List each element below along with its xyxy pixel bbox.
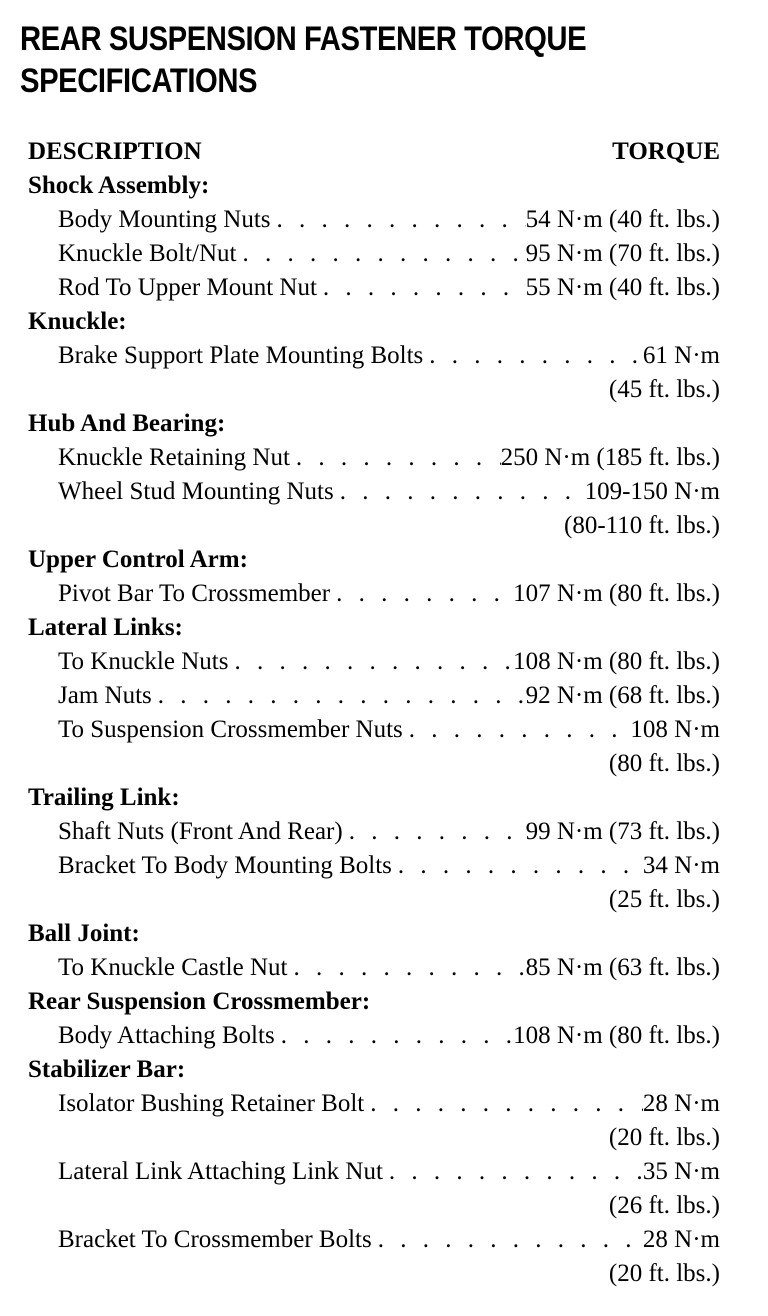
- spec-line: [58, 271, 720, 305]
- spec-row: [28, 271, 720, 305]
- spec-line: [58, 1087, 720, 1121]
- title-line-1: REAR SUSPENSION FASTENER TORQUE: [20, 20, 587, 58]
- spec-label: Bracket To Crossmember Bolts: [58, 1226, 372, 1253]
- section-heading: Stabilizer Bar:: [28, 1056, 186, 1083]
- torque-value: 28 N·m: [642, 1226, 720, 1253]
- dot-leader: [228, 645, 513, 679]
- torque-value: 61 N·m: [642, 342, 720, 369]
- spec-section: [28, 917, 720, 985]
- spec-label: Knuckle Retaining Nut: [58, 444, 290, 471]
- spec-section: [28, 781, 720, 917]
- spec-line: [58, 1155, 720, 1189]
- spec-row: [28, 645, 720, 679]
- spec-row: [28, 679, 720, 713]
- spec-line: [58, 679, 720, 713]
- torque-value-continued: (80-110 ft. lbs.): [564, 512, 720, 539]
- spec-section: [28, 611, 720, 781]
- section-heading: Shock Assembly:: [28, 172, 210, 199]
- dot-leader: [152, 679, 526, 713]
- dot-leader: [423, 339, 643, 373]
- spec-label: Isolator Bushing Retainer Bolt: [58, 1090, 365, 1117]
- torque-value: 92 N·m (68 ft. lbs.): [525, 682, 720, 709]
- table-header: [28, 135, 720, 169]
- spec-row: [28, 1155, 720, 1223]
- torque-value: 54 N·m (40 ft. lbs.): [525, 206, 720, 233]
- torque-value: 108 N·m: [630, 716, 720, 743]
- section-heading: Ball Joint:: [28, 920, 140, 947]
- dot-leader: [403, 713, 631, 747]
- torque-value-continued: (45 ft. lbs.): [608, 376, 720, 403]
- spec-section: [28, 1053, 720, 1291]
- spec-row: [28, 1087, 720, 1155]
- section-heading: Rear Suspension Crossmember:: [28, 988, 371, 1015]
- dot-leader: [330, 577, 513, 611]
- torque-value: 250 N·m (185 ft. lbs.): [500, 444, 720, 471]
- spec-row: [28, 815, 720, 849]
- torque-value: 109-150 N·m: [584, 478, 720, 505]
- dot-leader: [290, 441, 501, 475]
- spec-label: To Suspension Crossmember Nuts: [58, 716, 403, 743]
- dot-leader: [271, 203, 526, 237]
- spec-label: Pivot Bar To Crossmember: [58, 580, 331, 607]
- torque-spec-table: [28, 135, 720, 1291]
- torque-value-continued: (20 ft. lbs.): [608, 1124, 720, 1151]
- dot-leader: [364, 1087, 643, 1121]
- spec-line: [58, 475, 720, 509]
- title-line-2: SPECIFICATIONS: [20, 62, 258, 100]
- spec-row: [28, 339, 720, 407]
- spec-label: To Knuckle Castle Nut: [58, 954, 288, 981]
- dot-leader: [275, 1019, 513, 1053]
- dot-leader: [392, 849, 643, 883]
- spec-label: Brake Support Plate Mounting Bolts: [58, 342, 424, 369]
- spec-row: [28, 1019, 720, 1053]
- torque-value-continued: (80 ft. lbs.): [608, 750, 720, 777]
- spec-line: [58, 441, 720, 475]
- spec-row: [28, 1223, 720, 1291]
- torque-value: 34 N·m: [642, 852, 720, 879]
- spec-line: [58, 577, 720, 611]
- torque-value: 108 N·m (80 ft. lbs.): [513, 648, 720, 675]
- spec-line: [58, 1223, 720, 1257]
- section-heading: Knuckle:: [28, 308, 127, 335]
- spec-line: [58, 645, 720, 679]
- spec-sections: [28, 169, 720, 1291]
- torque-value: 95 N·m (70 ft. lbs.): [525, 240, 720, 267]
- spec-row: [28, 577, 720, 611]
- dot-leader: [383, 1155, 643, 1189]
- spec-label: Wheel Stud Mounting Nuts: [58, 478, 334, 505]
- torque-value: 28 N·m: [642, 1090, 720, 1117]
- spec-label: Jam Nuts: [58, 682, 152, 709]
- spec-label: Shaft Nuts (Front And Rear): [58, 818, 343, 845]
- spec-row: [28, 951, 720, 985]
- spec-line: [58, 1019, 720, 1053]
- torque-value: 55 N·m (40 ft. lbs.): [525, 274, 720, 301]
- torque-value-continued: (26 ft. lbs.): [608, 1192, 720, 1219]
- section-heading: Lateral Links:: [28, 614, 183, 641]
- torque-value-continued: (25 ft. lbs.): [608, 886, 720, 913]
- section-heading: Trailing Link:: [28, 784, 180, 811]
- spec-label: To Knuckle Nuts: [58, 648, 229, 675]
- spec-section: [28, 169, 720, 305]
- spec-label: Knuckle Bolt/Nut: [58, 240, 237, 267]
- spec-label: Body Mounting Nuts: [58, 206, 271, 233]
- spec-row: [28, 237, 720, 271]
- spec-line: [58, 203, 720, 237]
- torque-value: 85 N·m (63 ft. lbs.): [525, 954, 720, 981]
- spec-label: Lateral Link Attaching Link Nut: [58, 1158, 383, 1185]
- spec-line: [58, 339, 720, 373]
- dot-leader: [287, 951, 525, 985]
- spec-line: [58, 815, 720, 849]
- spec-line: [58, 713, 720, 747]
- spec-line: [58, 849, 720, 883]
- dot-leader: [343, 815, 526, 849]
- spec-section: [28, 985, 720, 1053]
- torque-column-header: TORQUE: [612, 138, 720, 165]
- spec-line: [58, 951, 720, 985]
- spec-label: Body Attaching Bolts: [58, 1022, 275, 1049]
- page-title: [20, 18, 639, 102]
- spec-row: [28, 849, 720, 917]
- spec-section: [28, 407, 720, 543]
- dot-leader: [334, 475, 585, 509]
- dot-leader: [317, 271, 526, 305]
- dot-leader: [372, 1223, 643, 1257]
- torque-value: 99 N·m (73 ft. lbs.): [525, 818, 720, 845]
- torque-value: 107 N·m (80 ft. lbs.): [513, 580, 720, 607]
- torque-value: 35 N·m: [642, 1158, 720, 1185]
- spec-section: [28, 305, 720, 407]
- spec-row: [28, 203, 720, 237]
- torque-value: 108 N·m (80 ft. lbs.): [513, 1022, 720, 1049]
- spec-label: Bracket To Body Mounting Bolts: [58, 852, 392, 879]
- spec-row: [28, 441, 720, 475]
- spec-label: Rod To Upper Mount Nut: [58, 274, 317, 301]
- torque-value-continued: (20 ft. lbs.): [608, 1260, 720, 1287]
- spec-line: [58, 237, 720, 271]
- section-heading: Upper Control Arm:: [28, 546, 248, 573]
- spec-row: [28, 475, 720, 543]
- dot-leader: [236, 237, 525, 271]
- spec-row: [28, 713, 720, 781]
- spec-section: [28, 543, 720, 611]
- section-heading: Hub And Bearing:: [28, 410, 226, 437]
- description-column-header: DESCRIPTION: [28, 138, 202, 165]
